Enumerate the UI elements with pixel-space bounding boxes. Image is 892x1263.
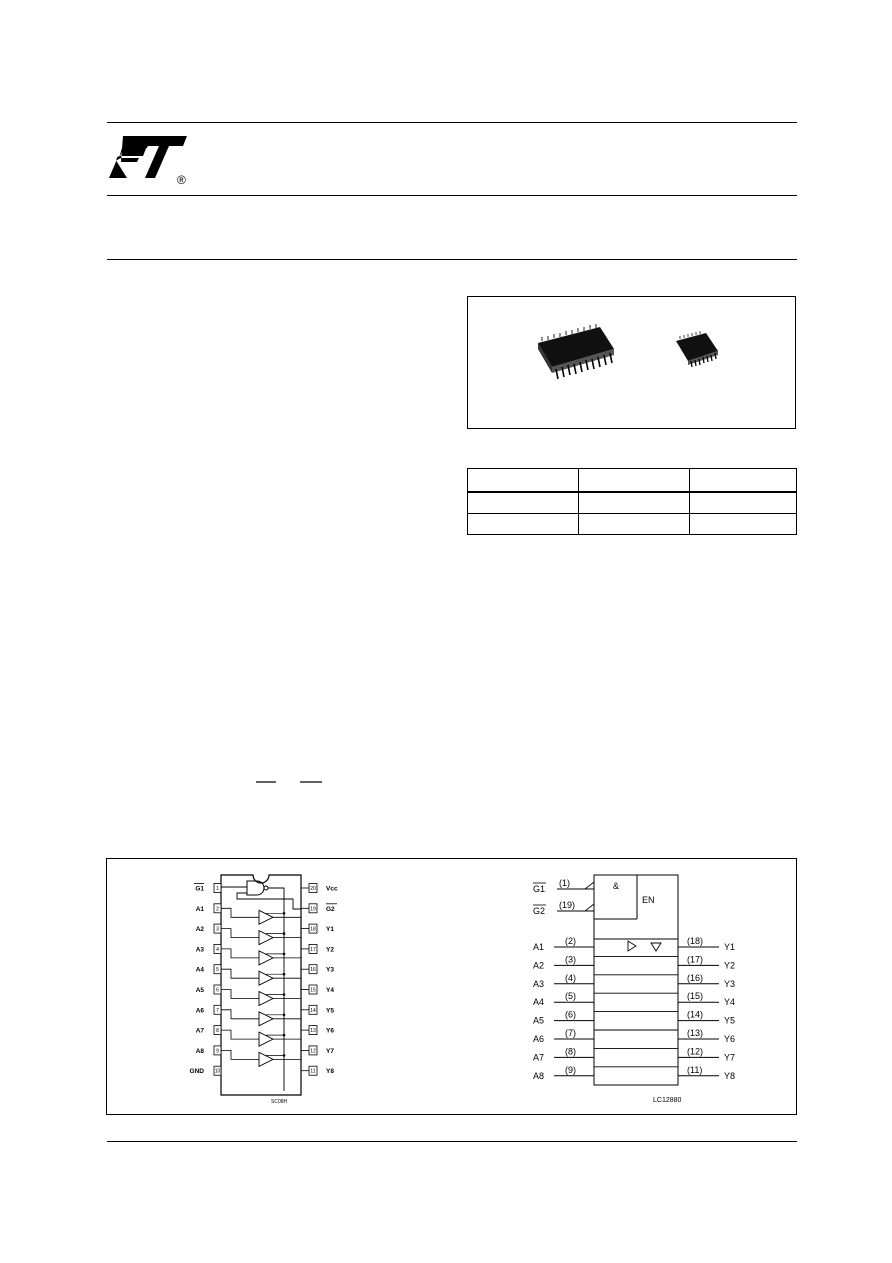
output-pin: (14) <box>687 1009 704 1020</box>
table-cell <box>468 514 579 535</box>
buffer-icon <box>259 1012 273 1026</box>
pin-number: 8 <box>216 1028 219 1035</box>
table-cell <box>468 492 579 514</box>
order-codes-table <box>467 468 797 535</box>
pin-label: A7 <box>195 1027 204 1035</box>
enable-label: G1 <box>533 884 546 894</box>
input-pin: (8) <box>565 1046 576 1057</box>
pin-label: Y3 <box>326 966 334 974</box>
buffer-icon <box>259 971 273 985</box>
negation-icon <box>585 904 594 911</box>
table-cell <box>690 492 797 514</box>
pin-label: A2 <box>195 926 204 934</box>
output-pin: (16) <box>687 972 704 983</box>
st-logo-icon <box>107 134 191 186</box>
pin-label: Y1 <box>326 926 334 934</box>
pin-label: GND <box>189 1068 204 1076</box>
package-images-box <box>467 296 796 429</box>
pin-number: 16 <box>310 967 316 974</box>
output-label: Y3 <box>724 978 736 989</box>
buffer-icon <box>259 1052 273 1066</box>
enable-pin: (1) <box>559 878 570 888</box>
pin-label: Y4 <box>326 987 334 994</box>
pin-number: 9 <box>216 1048 219 1055</box>
pin-number: 18 <box>310 926 316 933</box>
pin-diagram-ref: SC08H <box>271 1099 288 1105</box>
pin-number: 14 <box>310 1007 316 1014</box>
pin-label: Y8 <box>326 1068 334 1076</box>
pin-number: 1 <box>216 886 219 892</box>
input-label: A7 <box>533 1052 545 1063</box>
pin-number: 10 <box>214 1068 221 1075</box>
pin-number: 5 <box>216 967 219 974</box>
buffer-symbol-icon <box>628 941 636 951</box>
output-label: Y2 <box>724 960 736 971</box>
input-pin: (6) <box>565 1009 576 1020</box>
input-pin: (7) <box>565 1028 576 1038</box>
pin-number: 2 <box>216 906 219 913</box>
table-cell <box>579 492 690 514</box>
pin-number: 15 <box>310 987 316 994</box>
buffer-icon <box>259 992 273 1006</box>
input-pin: (9) <box>565 1064 576 1075</box>
output-label: Y7 <box>724 1052 736 1063</box>
pin-label: Y5 <box>326 1007 334 1015</box>
pin-number: 13 <box>310 1028 316 1035</box>
negation-icon <box>585 882 594 889</box>
pin-label: Vcc <box>326 885 338 893</box>
registered-mark: ® <box>177 173 186 186</box>
logic-symbol-ref: LC12880 <box>653 1097 682 1104</box>
pin-number: 3 <box>216 926 219 933</box>
output-pin: (13) <box>687 1028 704 1038</box>
output-label: Y5 <box>724 1015 736 1026</box>
buffer-icon <box>259 910 273 924</box>
input-pin: (4) <box>565 972 576 983</box>
table-row <box>468 492 797 514</box>
pin-number: 11 <box>310 1068 316 1075</box>
pin-label: G1 <box>195 885 204 893</box>
tssop-package-image <box>676 331 718 367</box>
input-label: A4 <box>533 997 545 1008</box>
input-pin: (3) <box>565 954 576 965</box>
nand-gate <box>247 881 264 895</box>
pin-label: A6 <box>195 1007 204 1015</box>
buffer-icon <box>259 951 273 965</box>
and-label: & <box>613 881 620 891</box>
pin-label: A5 <box>195 987 204 994</box>
header-rule-middle <box>107 195 797 196</box>
pin-number: 6 <box>216 987 219 994</box>
sop-package-image <box>538 324 614 379</box>
output-label: Y8 <box>724 1070 736 1081</box>
overbar-marks <box>256 780 326 784</box>
output-label: Y6 <box>724 1034 736 1044</box>
pin-label: A1 <box>195 905 204 913</box>
pin-label: A8 <box>195 1047 204 1055</box>
enable-pin: (19) <box>559 900 576 910</box>
tristate-symbol-icon <box>651 943 661 951</box>
pin-number: 7 <box>216 1007 219 1014</box>
table-header-cell <box>579 469 690 493</box>
pin-label: G2 <box>326 905 335 913</box>
output-pin: (12) <box>687 1046 704 1057</box>
pin-label: A4 <box>195 966 204 974</box>
footer-rule <box>107 1141 797 1142</box>
enable-block <box>594 875 678 939</box>
pin-label: A3 <box>195 946 204 954</box>
buffer-icon <box>259 931 273 945</box>
diagrams-box <box>106 858 797 1115</box>
input-pin: (5) <box>565 991 576 1002</box>
header-rule-bottom <box>107 259 797 260</box>
buffer-icon <box>259 1032 273 1046</box>
table-cell <box>579 514 690 535</box>
en-label: EN <box>642 895 655 905</box>
pin-number: 20 <box>310 886 316 892</box>
output-pin: (11) <box>687 1064 703 1075</box>
package-images <box>468 297 797 430</box>
pin-number: 4 <box>216 946 219 953</box>
pin-label: Y6 <box>326 1027 334 1035</box>
output-label: Y1 <box>724 942 736 952</box>
output-pin: (15) <box>687 991 704 1002</box>
input-label: A6 <box>533 1034 545 1044</box>
pin-number: 19 <box>310 906 316 913</box>
enable-label: G2 <box>533 906 546 916</box>
input-label: A5 <box>533 1015 545 1026</box>
input-label: A8 <box>533 1070 545 1081</box>
table-header-cell <box>468 469 579 493</box>
input-label: A2 <box>533 960 545 971</box>
pin-label: Y2 <box>326 946 334 954</box>
table-header-row <box>468 469 797 493</box>
output-pin: (18) <box>687 936 704 946</box>
output-label: Y4 <box>724 997 736 1008</box>
pin-number: 17 <box>310 946 316 953</box>
table-row <box>468 514 797 535</box>
pin-number: 12 <box>310 1048 316 1055</box>
logic-symbol-diagram <box>533 875 735 1104</box>
pin-connection-diagram <box>190 875 338 1105</box>
output-pin: (17) <box>687 954 704 965</box>
input-label: A3 <box>533 978 545 989</box>
diagrams-svg <box>107 859 798 1116</box>
pin-label: Y7 <box>326 1047 334 1055</box>
table-cell <box>690 514 797 535</box>
input-pin: (2) <box>565 936 576 946</box>
table-header-cell <box>690 469 797 493</box>
header-rule-top <box>107 122 797 123</box>
input-label: A1 <box>533 942 545 952</box>
